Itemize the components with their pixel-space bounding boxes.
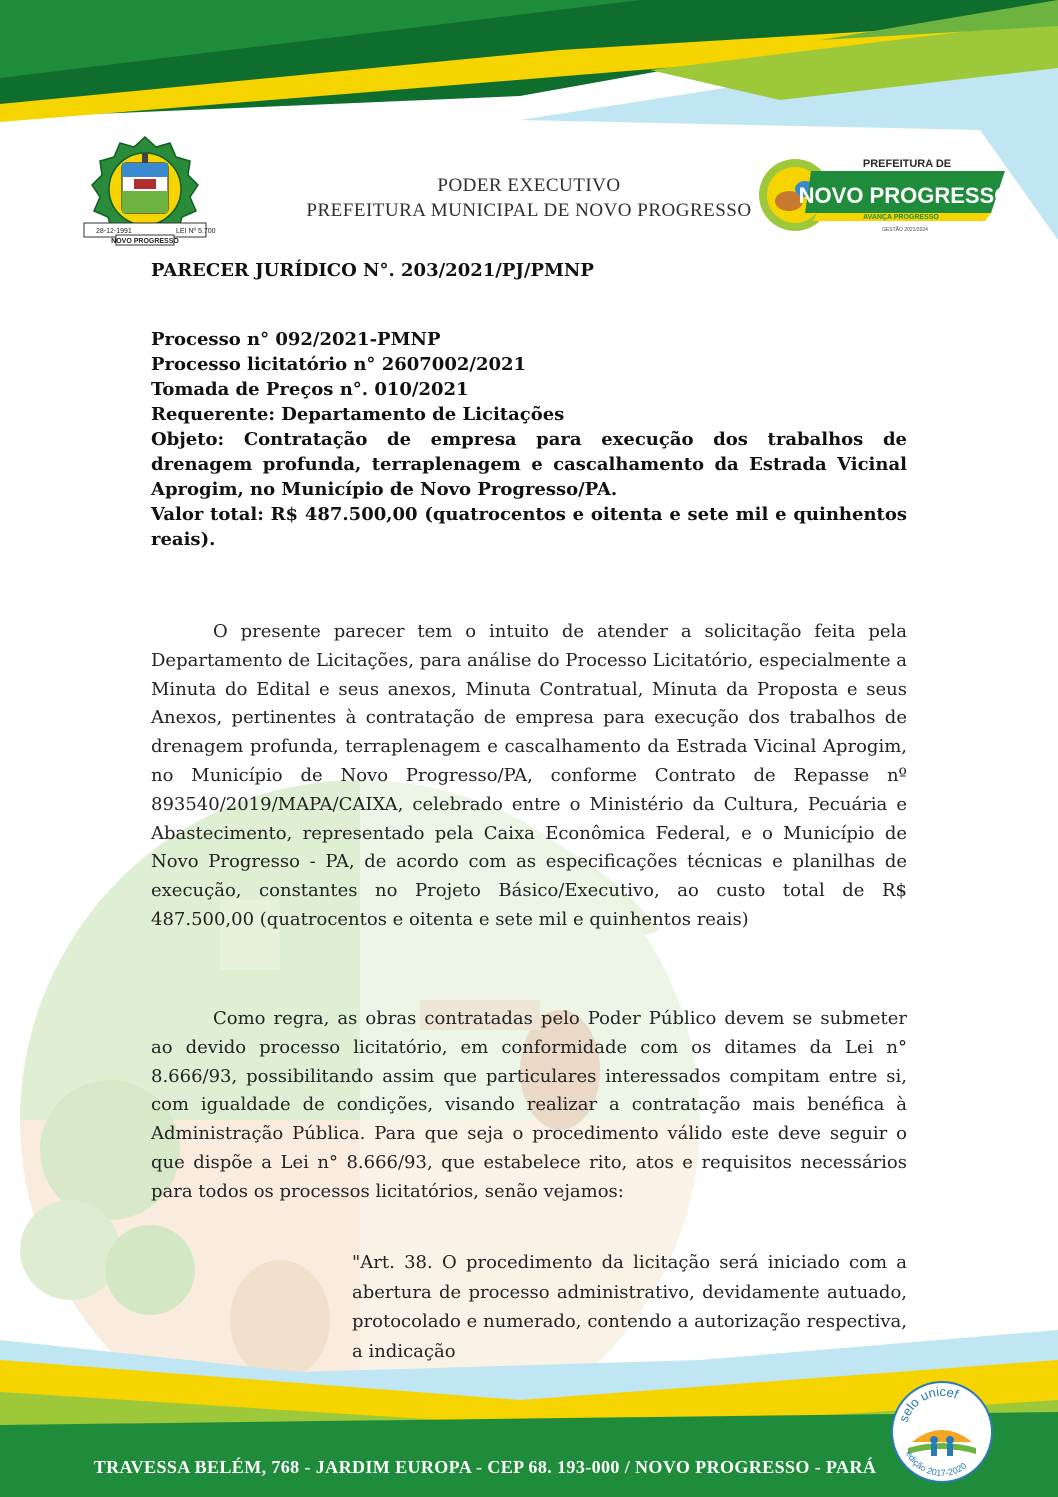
logo-tagline: AVANÇA PROGRESSO [863, 214, 939, 221]
document-title: PARECER JURÍDICO N°. 203/2021/PJ/PMNP [151, 260, 594, 281]
paragraph-2: Como regra, as obras contratadas pelo Poder Público devem se submeter ao devido processo licitatório, em conformidade com os ditames da Lei n° 8.666/93, possibilitando assim que particulares interessados compitam entre si, com igualdade de condições, visando realizar a contratação mais benéfica à Administração Pública. Para que seja o procedimento válido este deve seguir o que dispõe a Lei n° 8.666/93, que estabelece rito, atos e requisitos necessários para todos os processos licitatórios, senão vejamos: [151, 1008, 907, 1202]
meta-requerente: Requerente: Departamento de Licitações [151, 404, 565, 425]
logo-top-text: PREFEITURA DE [862, 158, 952, 170]
seal-top-text: selo unicef [895, 1383, 961, 1425]
prefeitura-logo [755, 155, 1010, 235]
meta-processo: Processo n° 092/2021-PMNP [151, 329, 441, 350]
meta-objeto: Objeto: Contratação de empresa para execução dos trabalhos de drenagem profunda, terraplenagem e cascalhamento da Estrada Vicinal Aprogim, no Município de Novo Progresso/PA. [151, 429, 907, 500]
meta-valor-total: Valor total: R$ 487.500,00 (quatrocentos e oitenta e sete mil e quinhentos reais). [151, 504, 907, 550]
logo-gestao: GESTÃO 2021/2024 [882, 227, 928, 233]
law-quote: "Art. 38. O procedimento da licitação será iniciado com a abertura de processo administrativo, devidamente autuado, protocolado e numerado, contendo a autorização respectiva, a indicação [352, 1252, 907, 1362]
footer-address: TRAVESSA BELÉM, 768 - JARDIM EUROPA - CEP 68. 193-000 / NOVO PROGRESSO - PARÁ [93, 1457, 877, 1477]
process-meta [151, 327, 907, 552]
header-line-2: PREFEITURA MUNICIPAL DE NOVO PROGRESSO [306, 200, 752, 221]
crest-banner: NOVO PROGRESSO [111, 238, 179, 245]
logo-main-text: NOVO PROGRESSO [798, 183, 1012, 208]
paragraph-1: O presente parecer tem o intuito de atender a solicitação feita pela Departamento de Licitações, para análise do Processo Licitatório, especialmente a Minuta do Edital e seus anexos, Minuta Contratual, Minuta da Proposta e seus Anexos, pertinentes à contratação de empresa para execução dos trabalhos de drenagem profunda, terraplenagem e cascalhamento da Estrada Vicinal Aprogim, no Município de Novo Progresso/PA, conforme Contrato de Repasse nº 893540/2019/MAPA/CAIXA, celebrado entre o Ministério da Cultura, Pecuária e Abastecimento, representado pela Caixa Econômica Federal, e o Município de Novo Progresso - PA, de acordo com as especificações técnicas e planilhas de execução, constantes no Projeto Básico/Executivo, ao custo total de R$ 487.500,00 (quatrocentos e oitenta e sete mil e quinhentos reais) [151, 621, 907, 930]
crest-law: LEI Nº 5.700 [176, 228, 216, 235]
meta-tomada-precos: Tomada de Preços n°. 010/2021 [151, 379, 469, 400]
meta-processo-licitatorio: Processo licitatório n° 2607002/2021 [151, 354, 527, 375]
crest-date: 28-12-1991 [96, 228, 132, 235]
header-line-1: PODER EXECUTIVO [437, 175, 621, 196]
seal-bottom-text: edição 2017-2020 [903, 1449, 969, 1479]
